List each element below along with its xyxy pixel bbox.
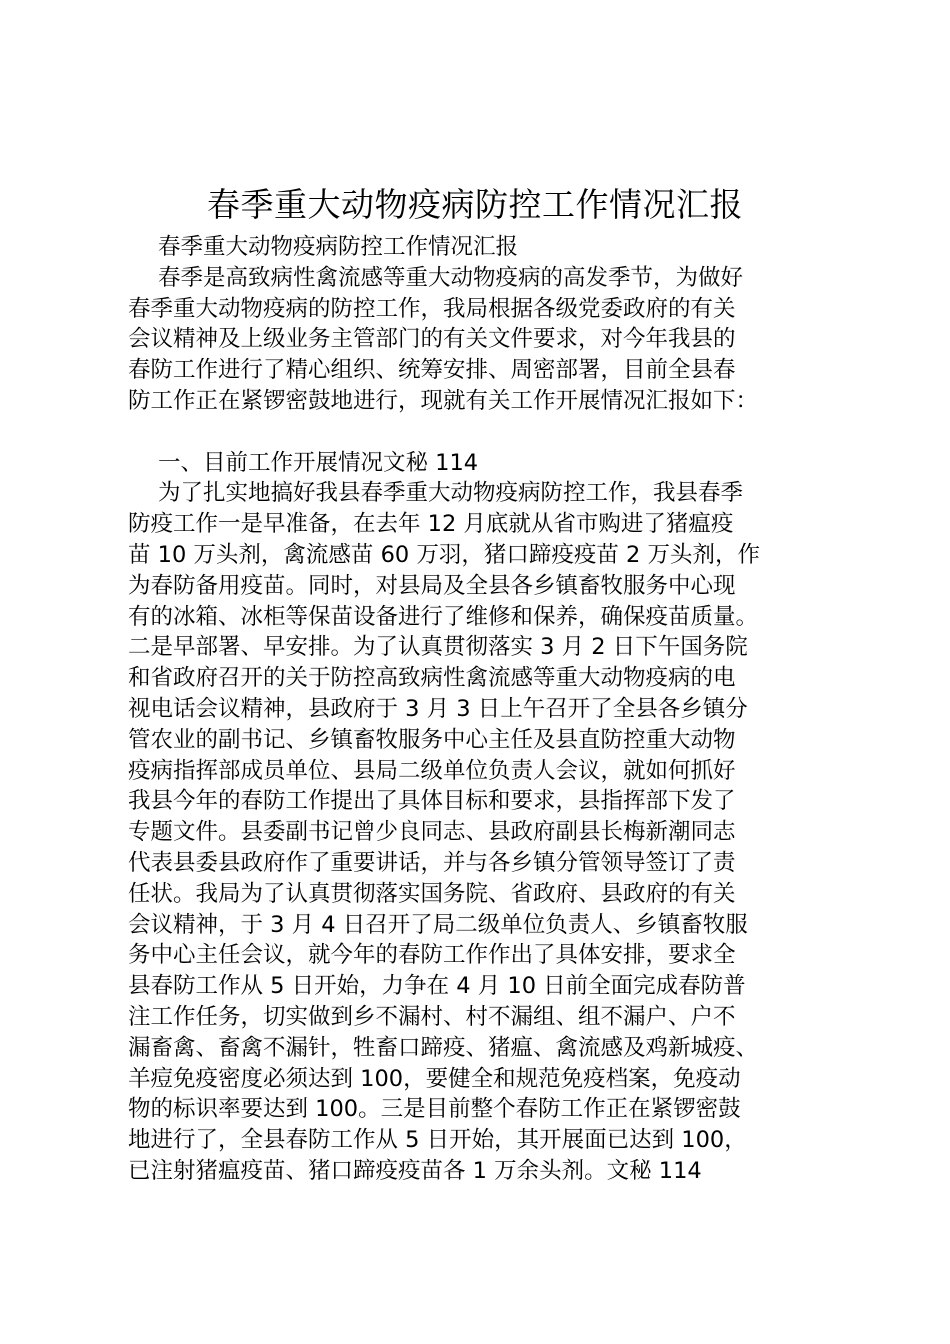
body-line: 代表县委县政府作了重要讲话，并与各乡镇分管领导签订了责: [128, 849, 736, 876]
body-line: 任状。我局为了认真贯彻落实国务院、省政府、县政府的有关: [128, 880, 736, 907]
body-line-intro-start: 春季是高致病性禽流感等重大动物疫病的高发季节，为做好: [158, 264, 744, 291]
body-line: 二是早部署、早安排。为了认真贯彻落实 3 月 2 日下午国务院: [128, 634, 748, 661]
body-line: 春防工作进行了精心组织、统筹安排、周密部署，目前全县春: [128, 357, 736, 384]
body-line-subtitle: 春季重大动物疫病防控工作情况汇报: [158, 234, 519, 260]
body-line: 管农业的副书记、乡镇畜牧服务中心主任及县直防控重大动物: [128, 726, 736, 753]
section-heading: 一、目前工作开展情况文秘 114: [158, 449, 479, 476]
document-body: [128, 232, 828, 1187]
body-line: 我县今年的春防工作提出了具体目标和要求，县指挥部下发了: [128, 788, 736, 815]
body-line: 疫病指挥部成员单位、县局二级单位负责人会议，就如何抓好: [128, 757, 736, 784]
body-line: 苗 10 万头剂，禽流感苗 60 万羽，猪口蹄疫疫苗 2 万头剂，作: [128, 541, 760, 568]
body-line: 已注射猪瘟疫苗、猪口蹄疫疫苗各 1 万余头剂。文秘 114: [128, 1157, 702, 1184]
body-line: 有的冰箱、冰柜等保苗设备进行了维修和保养，确保疫苗质量。: [128, 603, 759, 630]
body-line-paragraph-start: 为了扎实地搞好我县春季重大动物疫病防控工作，我县春季: [158, 480, 744, 507]
body-line: 注工作任务，切实做到乡不漏村、村不漏组、组不漏户、户不: [128, 1003, 736, 1030]
body-line: 春季重大动物疫病的防控工作，我局根据各级党委政府的有关: [128, 295, 736, 322]
body-line: 和省政府召开的关于防控高致病性禽流感等重大动物疫病的电: [128, 665, 736, 692]
body-line: 县春防工作从 5 日开始，力争在 4 月 10 日前全面完成春防普: [128, 973, 746, 1000]
body-line: 务中心主任会议，就今年的春防工作作出了具体安排，要求全: [128, 942, 736, 969]
body-line: 羊痘免疫密度必须达到 100，要健全和规范免疫档案，免疫动: [128, 1065, 741, 1092]
body-line: 防疫工作一是早准备，在去年 12 月底就从省市购进了猪瘟疫: [128, 511, 734, 538]
body-line: 专题文件。县委副书记曾少良同志、县政府副县长梅新潮同志: [128, 819, 736, 846]
body-line: 会议精神，于 3 月 4 日召开了局二级单位负责人、乡镇畜牧服: [128, 911, 748, 938]
body-line: 会议精神及上级业务主管部门的有关文件要求，对今年我县的: [128, 326, 736, 353]
body-line: 视电话会议精神，县政府于 3 月 3 日上午召开了全县各乡镇分: [128, 695, 748, 722]
body-line: 地进行了，全县春防工作从 5 日开始，其开展面已达到 100，: [128, 1127, 747, 1154]
body-line: 为春防备用疫苗。同时，对县局及全县各乡镇畜牧服务中心现: [128, 572, 736, 599]
body-line: 防工作正在紧锣密鼓地进行，现就有关工作开展情况汇报如下：: [128, 387, 759, 414]
blank-line: [128, 417, 828, 448]
document-title: 春季重大动物疫病防控工作情况汇报: [207, 185, 743, 224]
body-line: 漏畜禽、畜禽不漏针，牲畜口蹄疫、猪瘟、禽流感及鸡新城疫、: [128, 1034, 759, 1061]
body-line: 物的标识率要达到 100。三是目前整个春防工作正在紧锣密鼓: [128, 1096, 741, 1123]
